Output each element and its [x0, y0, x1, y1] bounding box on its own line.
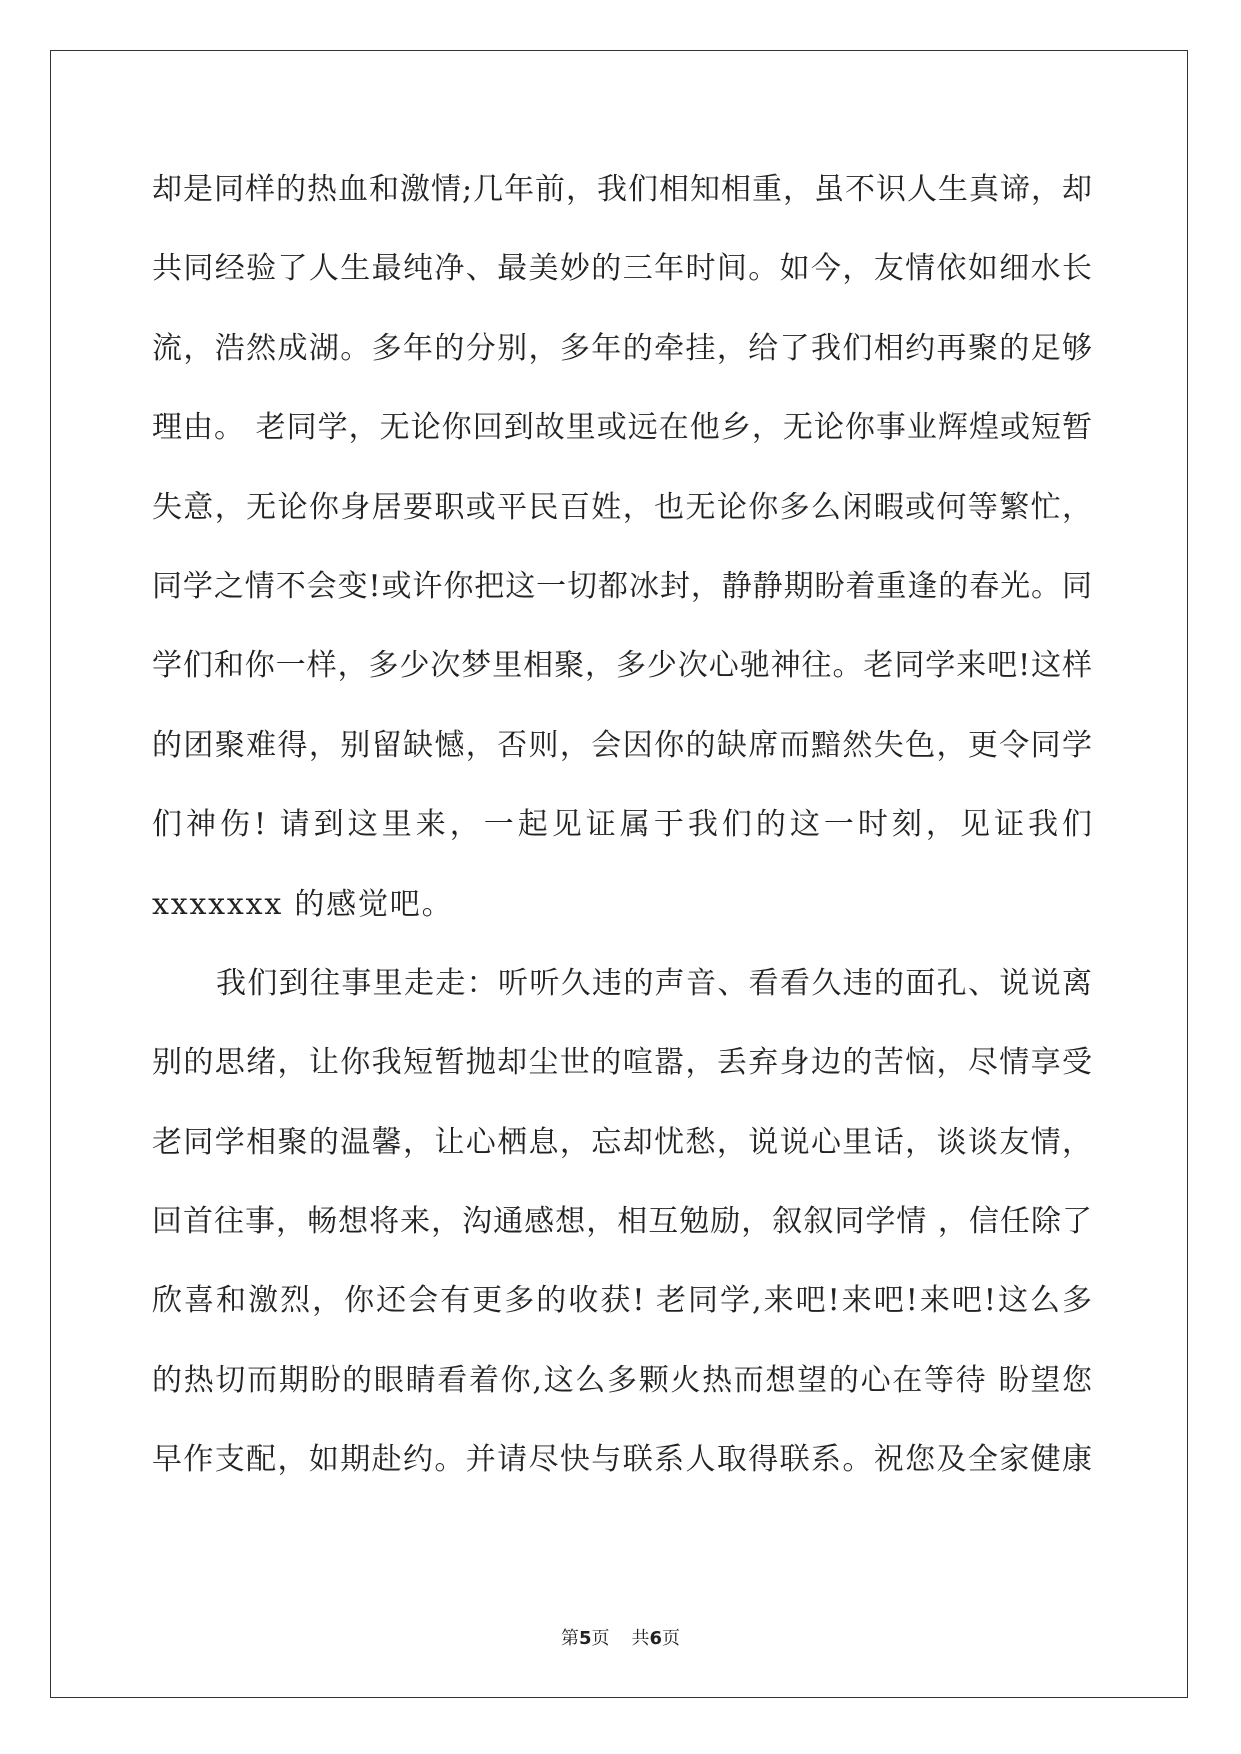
paragraph-start-line: 我们到往事里走走：听听久违的声音、看看久违的面孔、说说离	[216, 965, 1092, 1001]
page-prefix: 第	[560, 1628, 579, 1649]
total-suffix: 页	[662, 1628, 681, 1649]
total-prefix: 共	[631, 1628, 650, 1649]
page-footer	[0, 1624, 1241, 1650]
text-line: 失意，无论你身居要职或平民百姓，也无论你多么闲暇或何等繁忙，	[152, 489, 1092, 525]
page-suffix: 页	[591, 1628, 610, 1649]
text-line: 早作支配，如期赴约。并请尽快与联系人取得联系。祝您及全家健康	[152, 1442, 1092, 1478]
document-body	[152, 168, 1092, 1518]
text-line: 流，浩然成湖。多年的分别，多年的牵挂，给了我们相约再聚的足够	[152, 330, 1092, 366]
text-line: xxxxxxx 的感觉吧。	[152, 886, 454, 922]
text-line: 理由。 老同学，无论你回到故里或远在他乡，无论你事业辉煌或短暂	[152, 410, 1092, 446]
text-line: 们神伤! 请到这里来，一起见证属于我们的这一时刻，见证我们	[152, 807, 1092, 843]
text-line: 却是同样的热血和激情;几年前，我们相知相重，虽不识人生真谛，却	[152, 172, 1092, 207]
total-pages: 6	[649, 1628, 663, 1649]
text-line: 老同学相聚的温馨，让心栖息，忘却忧愁，说说心里话，谈谈友情，	[152, 1124, 1092, 1160]
text-line: 回首往事，畅想将来，沟通感想，相互勉励，叙叙同学情 ，信任除了	[152, 1204, 1092, 1240]
text-line: 欣喜和激烈，你还会有更多的收获! 老同学,来吧!来吧!来吧!这么多	[152, 1283, 1092, 1319]
text-line: 学们和你一样，多少次梦里相聚，多少次心驰神往。老同学来吧!这样	[152, 648, 1092, 684]
text-line: 共同经验了人生最纯净、最美妙的三年时间。如今，友情依如细水长	[152, 251, 1092, 287]
text-line: 的热切而期盼的眼睛看着你,这么多颗火热而想望的心在等待 盼望您	[152, 1362, 1092, 1398]
text-line: 别的思绪，让你我短暂抛却尘世的喧嚣，丢弃身边的苦恼，尽情享受	[152, 1045, 1092, 1081]
page-number: 5	[578, 1628, 592, 1649]
text-line: 的团聚难得，别留缺憾，否则，会因你的缺席而黯然失色，更令同学	[152, 727, 1092, 763]
text-line: 同学之情不会变!或许你把这一切都冰封，静静期盼着重逢的春光。同	[152, 568, 1092, 604]
